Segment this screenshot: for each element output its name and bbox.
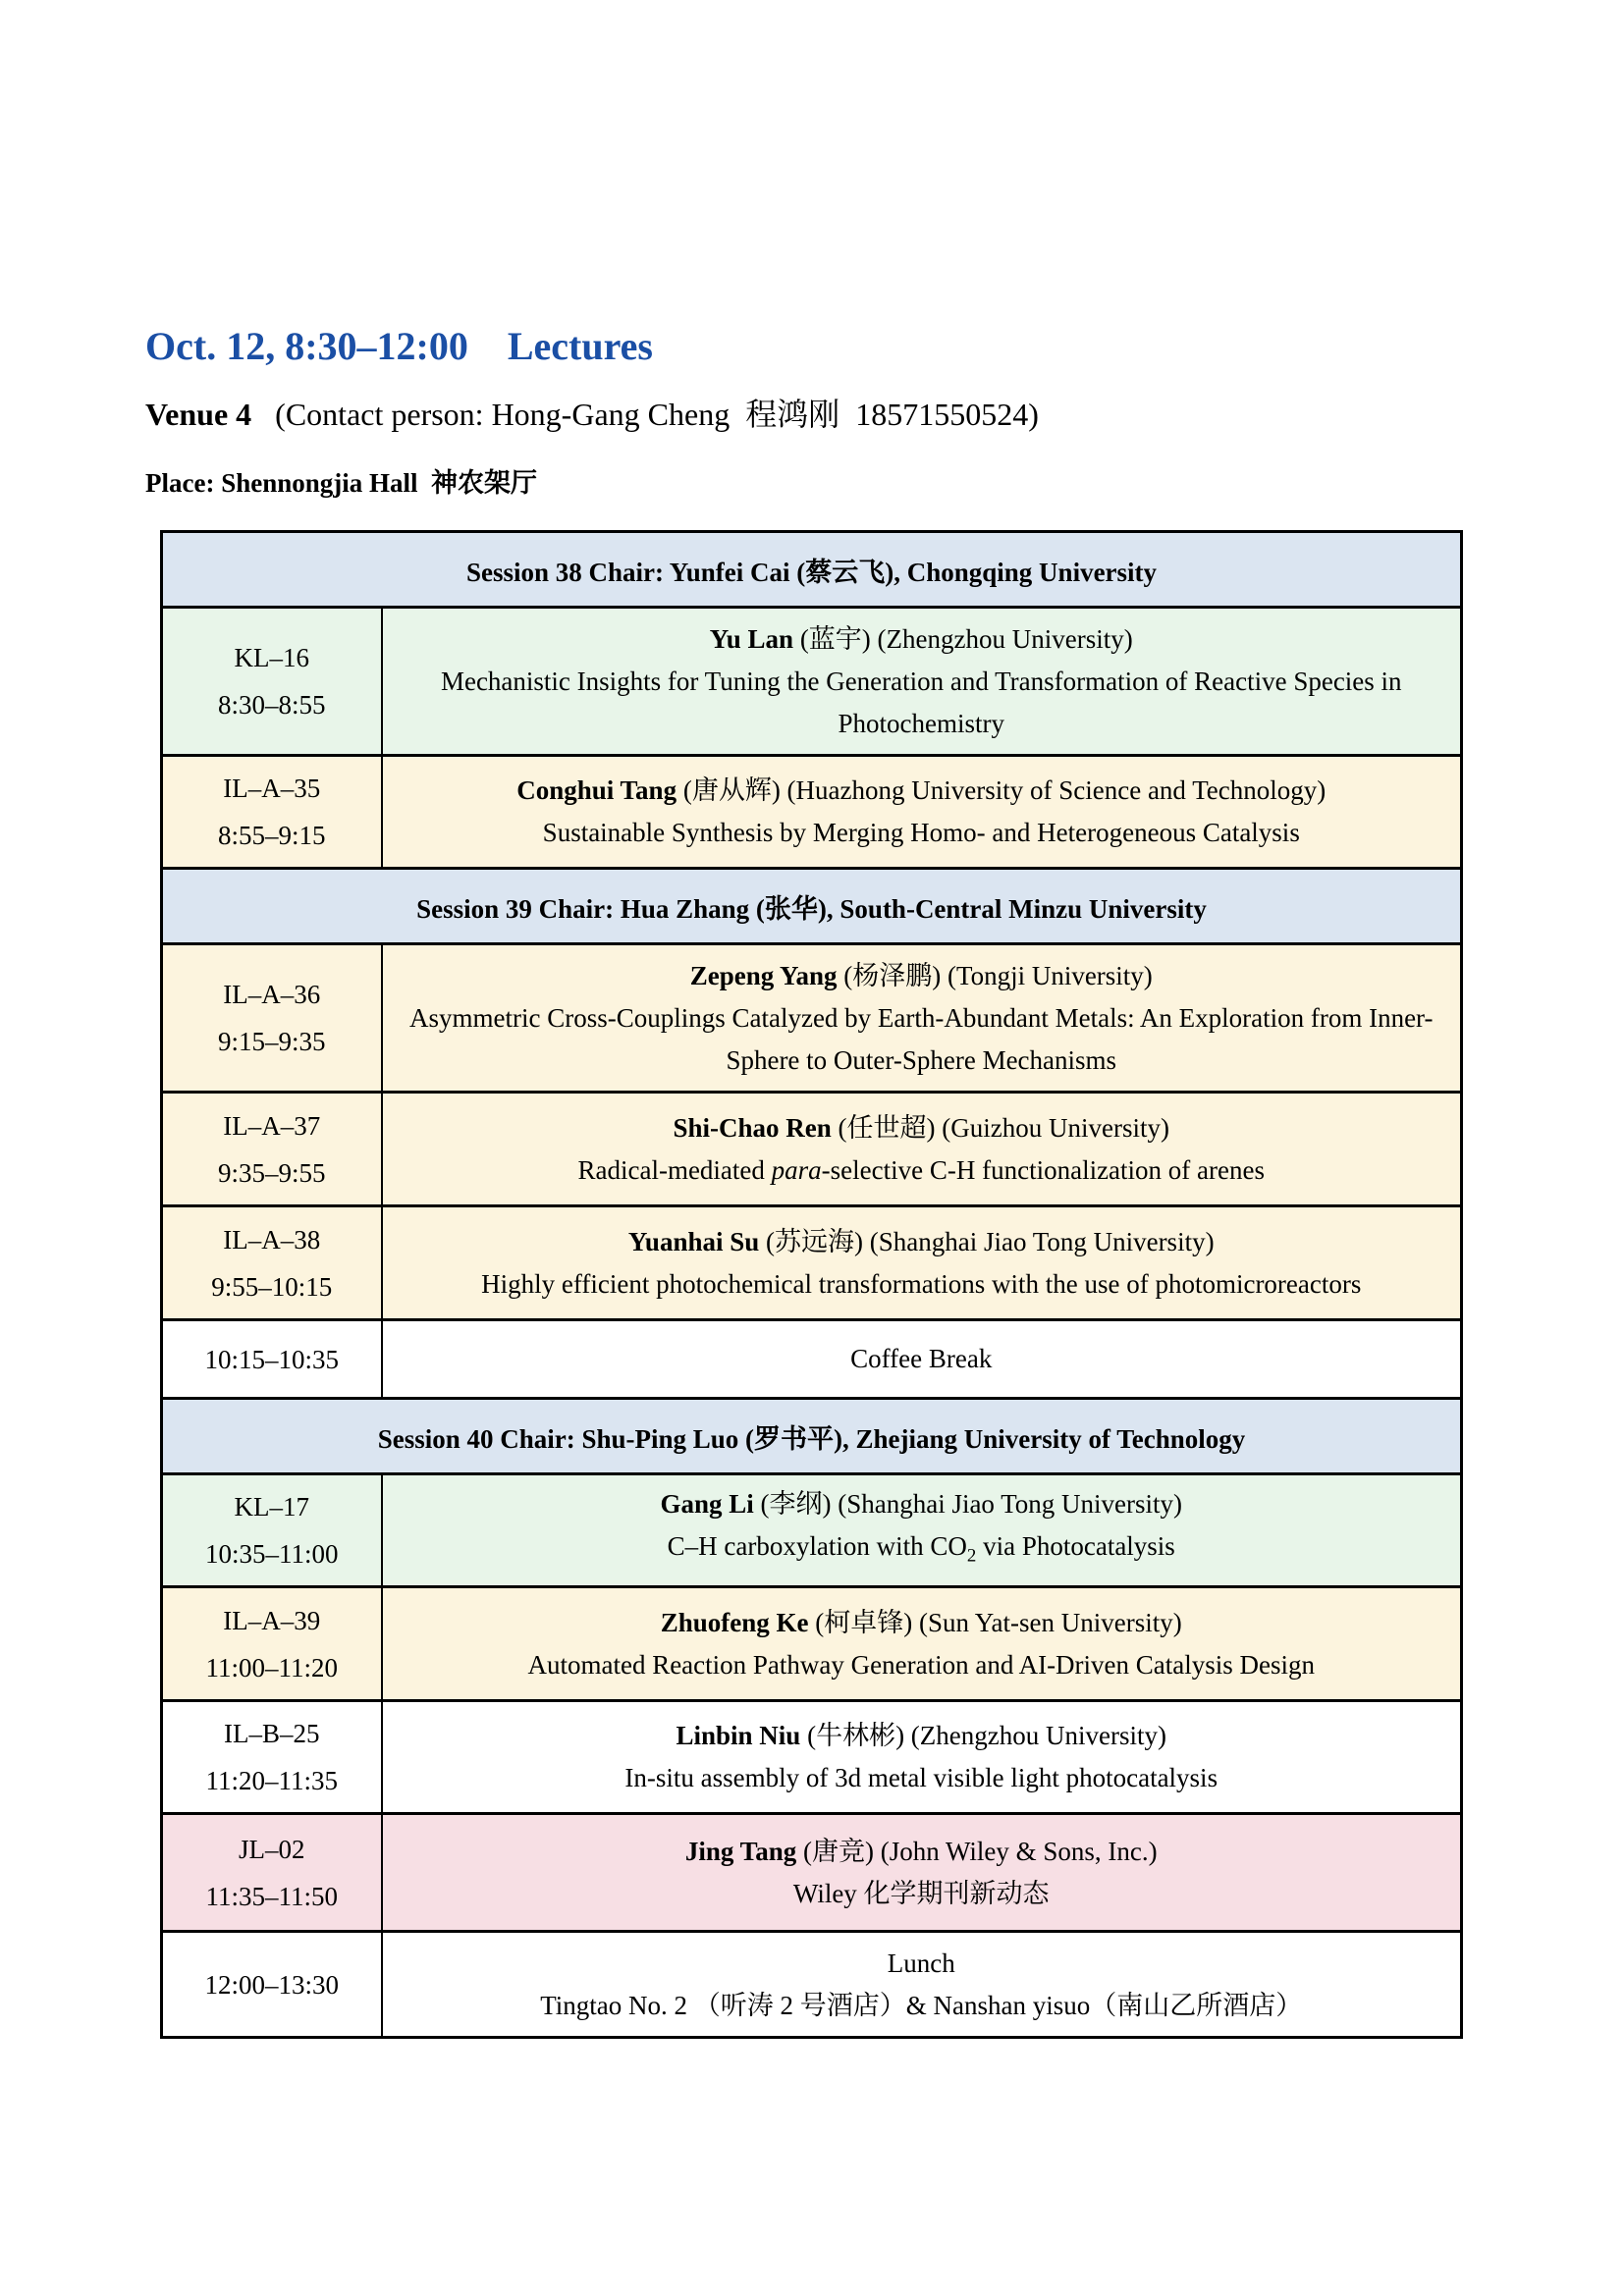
talk-title bbox=[399, 1644, 1445, 1686]
speaker-name: Yu Lan bbox=[709, 623, 794, 654]
talk-code: IL–B–25 bbox=[224, 1719, 320, 1748]
title-segment: Wiley 化学期刊新动态 bbox=[792, 1878, 1050, 1908]
speaker-affiliation: (苏远海) (Shanghai Jiao Tong University) bbox=[759, 1226, 1215, 1256]
table-row bbox=[162, 1932, 1462, 2038]
time-cell bbox=[162, 1587, 382, 1701]
table-row bbox=[162, 756, 1462, 869]
session-header-cell: Session 40 Chair: Shu-Ping Luo (罗书平), Zhejiang University of Technology bbox=[162, 1399, 1462, 1474]
table-row bbox=[162, 1093, 1462, 1206]
talk-title bbox=[399, 1149, 1445, 1192]
table-row bbox=[162, 1814, 1462, 1932]
talk-code: IL–A–35 bbox=[223, 774, 321, 803]
speaker-name: Zepeng Yang bbox=[689, 960, 838, 990]
talk-title bbox=[399, 812, 1445, 854]
speaker-affiliation: (牛林彬) (Zhengzhou University) bbox=[800, 1721, 1166, 1750]
speaker-name: Zhuofeng Ke bbox=[660, 1607, 809, 1637]
session-row bbox=[162, 1399, 1462, 1474]
speaker-name: Shi-Chao Ren bbox=[673, 1112, 832, 1143]
time-cell bbox=[162, 944, 382, 1093]
speaker-line bbox=[399, 1221, 1445, 1263]
talk-time: 12:00–13:30 bbox=[204, 1969, 339, 2000]
speaker-line bbox=[399, 955, 1445, 997]
title-segment: C–H carboxylation with CO bbox=[667, 1531, 967, 1562]
talk-title bbox=[399, 1873, 1445, 1915]
title-segment: via Photocatalysis bbox=[976, 1531, 1175, 1562]
table-row bbox=[162, 1587, 1462, 1701]
talk-cell bbox=[382, 1701, 1462, 1814]
session-row bbox=[162, 869, 1462, 944]
speaker-line bbox=[399, 1483, 1445, 1525]
title-segment: Asymmetric Cross-Couplings Catalyzed by Earth-Abundant Metals: An Exploration from Inner-Sphere to Outer-Sphere Mechanisms bbox=[408, 1002, 1434, 1075]
time-cell bbox=[162, 608, 382, 756]
table-row bbox=[162, 944, 1462, 1093]
table-row bbox=[162, 1320, 1462, 1399]
speaker-affiliation: (柯卓锋) (Sun Yat-sen University) bbox=[808, 1607, 1182, 1637]
talk-time: 10:35–11:00 bbox=[204, 1539, 339, 1569]
session-row bbox=[162, 532, 1462, 608]
talk-cell bbox=[382, 1206, 1462, 1320]
speaker-name: Jing Tang bbox=[684, 1836, 797, 1866]
speaker-line bbox=[399, 1715, 1445, 1757]
venue-contact: (Contact person: Hong-Gang Cheng 程鸿刚 18571550524) bbox=[251, 397, 1039, 432]
talk-title bbox=[399, 997, 1445, 1082]
title-segment: -selective C-H functionalization of arenes bbox=[821, 1154, 1265, 1185]
talk-cell bbox=[382, 756, 1462, 869]
talk-time: 11:20–11:35 bbox=[205, 1766, 338, 1795]
speaker-name: Gang Li bbox=[660, 1489, 754, 1520]
talk-title bbox=[399, 1757, 1445, 1799]
speaker-affiliation: (唐竞) (John Wiley & Sons, Inc.) bbox=[796, 1836, 1158, 1866]
time-cell bbox=[162, 1474, 382, 1587]
time-cell bbox=[162, 1701, 382, 1814]
speaker-line bbox=[399, 1831, 1445, 1873]
talk-time: 8:30–8:55 bbox=[217, 690, 326, 720]
table-row bbox=[162, 608, 1462, 756]
talk-cell bbox=[382, 1093, 1462, 1206]
break-cell bbox=[382, 1320, 1462, 1399]
talk-time: 10:15–10:35 bbox=[204, 1344, 339, 1374]
break-label: Tingtao No. 2 （听涛 2 号酒店）& Nanshan yisuo（南山乙所酒店） bbox=[540, 1990, 1303, 2020]
place-line: Place: Shennongjia Hall 神农架厅 bbox=[145, 468, 538, 498]
speaker-line bbox=[399, 618, 1445, 661]
talk-code: IL–A–37 bbox=[223, 1110, 321, 1141]
talk-time: 9:55–10:15 bbox=[211, 1271, 333, 1302]
page-title: Oct. 12, 8:30–12:00 Lectures bbox=[145, 324, 653, 368]
speaker-line bbox=[399, 1107, 1445, 1149]
title-segment: Sustainable Synthesis by Merging Homo- and Heterogeneous Catalysis bbox=[542, 818, 1300, 847]
time-cell bbox=[162, 1814, 382, 1932]
talk-code: IL–A–38 bbox=[223, 1224, 321, 1255]
table-row bbox=[162, 1701, 1462, 1814]
talk-code: KL–17 bbox=[234, 1492, 309, 1522]
speaker-name: Conghui Tang bbox=[516, 775, 677, 805]
talk-cell bbox=[382, 1474, 1462, 1587]
session-header-cell: Session 38 Chair: Yunfei Cai (蔡云飞), Chongqing University bbox=[162, 532, 1462, 608]
speaker-affiliation: (任世超) (Guizhou University) bbox=[831, 1112, 1169, 1143]
break-cell bbox=[382, 1932, 1462, 2038]
schedule-table bbox=[160, 530, 1463, 2039]
title-subscript: 2 bbox=[966, 1545, 977, 1567]
talk-code: JL–02 bbox=[239, 1834, 305, 1864]
title-segment: Automated Reaction Pathway Generation and AI-Driven Catalysis Design bbox=[527, 1649, 1316, 1680]
talk-cell bbox=[382, 608, 1462, 756]
talk-cell bbox=[382, 1814, 1462, 1932]
schedule-table-body bbox=[162, 532, 1462, 2038]
time-cell bbox=[162, 1320, 382, 1399]
speaker-line bbox=[399, 1602, 1445, 1644]
talk-time: 8:55–9:15 bbox=[217, 821, 326, 850]
talk-cell bbox=[382, 944, 1462, 1093]
speaker-affiliation: (唐从辉) (Huazhong University of Science and Technology) bbox=[677, 775, 1326, 805]
talk-time: 9:35–9:55 bbox=[217, 1157, 326, 1188]
talk-code: IL–A–36 bbox=[223, 980, 321, 1009]
time-cell bbox=[162, 1093, 382, 1206]
title-segment: In-situ assembly of 3d metal visible light photocatalysis bbox=[624, 1763, 1218, 1792]
venue-line bbox=[145, 395, 1479, 434]
session-header-cell: Session 39 Chair: Hua Zhang (张华), South-Central Minzu University bbox=[162, 869, 1462, 944]
speaker-affiliation: (蓝宇) (Zhengzhou University) bbox=[793, 623, 1133, 654]
talk-code: KL–16 bbox=[234, 643, 309, 672]
break-label: Coffee Break bbox=[850, 1344, 993, 1373]
talk-title bbox=[399, 1525, 1445, 1576]
title-segment: Highly efficient photochemical transformations with the use of photomicroreactors bbox=[481, 1268, 1362, 1299]
title-segment: Mechanistic Insights for Tuning the Generation and Transformation of Reactive Species in Photochemistry bbox=[440, 666, 1402, 738]
table-row bbox=[162, 1206, 1462, 1320]
title-italic-segment: para bbox=[771, 1154, 822, 1185]
break-label: Lunch bbox=[887, 1948, 955, 1978]
talk-cell bbox=[382, 1587, 1462, 1701]
talk-time: 9:15–9:35 bbox=[217, 1027, 326, 1056]
speaker-name: Linbin Niu bbox=[676, 1721, 801, 1750]
speaker-affiliation: (李纲) (Shanghai Jiao Tong University) bbox=[753, 1489, 1183, 1520]
time-cell bbox=[162, 1206, 382, 1320]
venue-label: Venue 4 bbox=[145, 397, 252, 432]
talk-time: 11:00–11:20 bbox=[205, 1652, 338, 1682]
speaker-name: Yuanhai Su bbox=[627, 1226, 760, 1256]
title-segment: Radical-mediated bbox=[577, 1154, 772, 1185]
time-cell bbox=[162, 1932, 382, 2038]
talk-title bbox=[399, 661, 1445, 745]
talk-code: IL–A–39 bbox=[223, 1605, 321, 1635]
talk-title bbox=[399, 1263, 1445, 1306]
speaker-affiliation: (杨泽鹏) (Tongji University) bbox=[837, 960, 1153, 990]
table-row bbox=[162, 1474, 1462, 1587]
talk-time: 11:35–11:50 bbox=[205, 1881, 338, 1911]
speaker-line bbox=[399, 770, 1445, 812]
time-cell bbox=[162, 756, 382, 869]
